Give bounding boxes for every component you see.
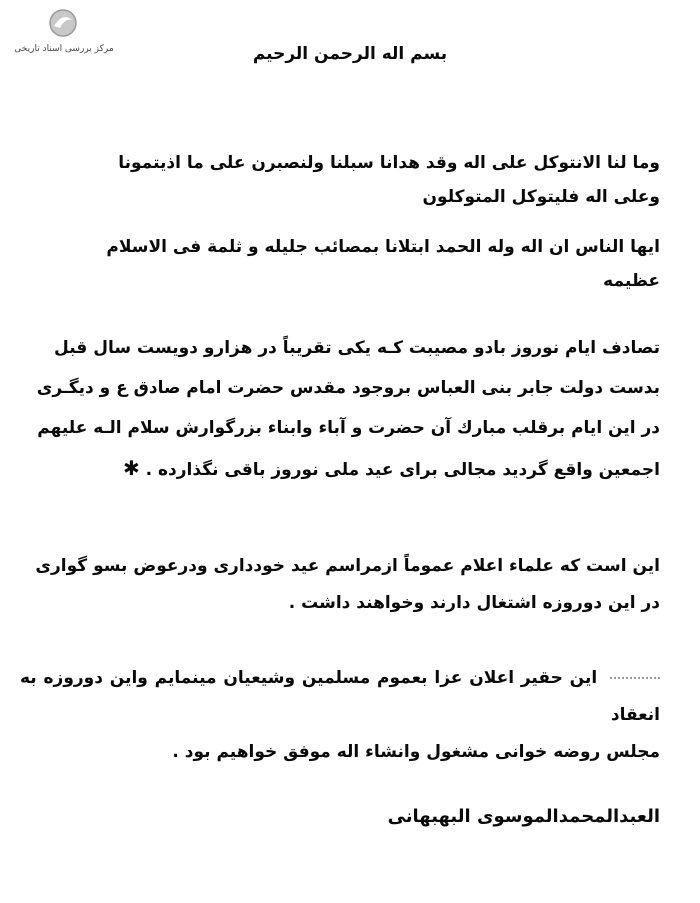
main-line-2: بدست دولت جابر بنی العباس بروجود مقدس حضرت امام صادق ع و دیگـری [36,378,660,398]
signature: العبدالمحمدالموسوی البهبهانی [387,806,660,827]
announce-line-1 [20,660,660,734]
verse-line-1: وما لنا الانتوکل علی اله وقد هدانا سبلنا ولنصبرن علی ما اذیتمونا [118,153,660,173]
people-line-1: ایها الناس ان اله وله الحمد ابتلانا بمصائب جلیله و ثلمة فی الاسلام [106,237,660,257]
announce-line-1-text: این حقیر اعلان عزا بعموم مسلمین وشیعیان مینمایم واین دوروزه به انعقاد [20,668,660,725]
people-line-2: عظیمه [603,271,660,291]
duty-line-1: این است که علماء اعلام عموماً ازمراسم عید خودداری ودرعوض بسو گواری [35,556,660,576]
announce-line-2: مجلس روضه خوانی مشغول وانشاء اله موفق خواهیم بود . [172,742,660,762]
duty-paragraph [20,548,660,622]
main-line-1: تصادف ایام نوروز بادو مصیبت کـه یکی تقریباً در هزارو دویست سال قبل [54,338,660,358]
archive-emblem-icon [48,8,78,38]
verse-line-2: وعلی اله فلیتوکل المتوکلون [422,187,660,207]
basmala-heading: بسم اله الرحمن الرحیم [252,44,448,64]
people-paragraph [20,230,660,298]
asterisk-mark: ✱ [122,456,140,480]
announcement-paragraph [20,660,660,771]
duty-line-2: در این دوروزه اشتغال دارند وخواهند داشت . [288,593,660,613]
verse-paragraph [20,146,660,214]
archive-logo-caption: مرکز بررسی اسناد تاریخی [14,44,114,54]
main-paragraph [20,328,660,490]
main-line-4-text: اجمعین واقع گردید مجالی برای عید ملی نوروز باقی نگذارده . [145,460,660,480]
dotted-mark [610,677,660,679]
main-line-4 [20,448,660,490]
main-line-3: در این ایام برقلب مبارك آن حضرت و آباء وابناء بزرگوارش سلام الـه علیهم [37,418,660,438]
